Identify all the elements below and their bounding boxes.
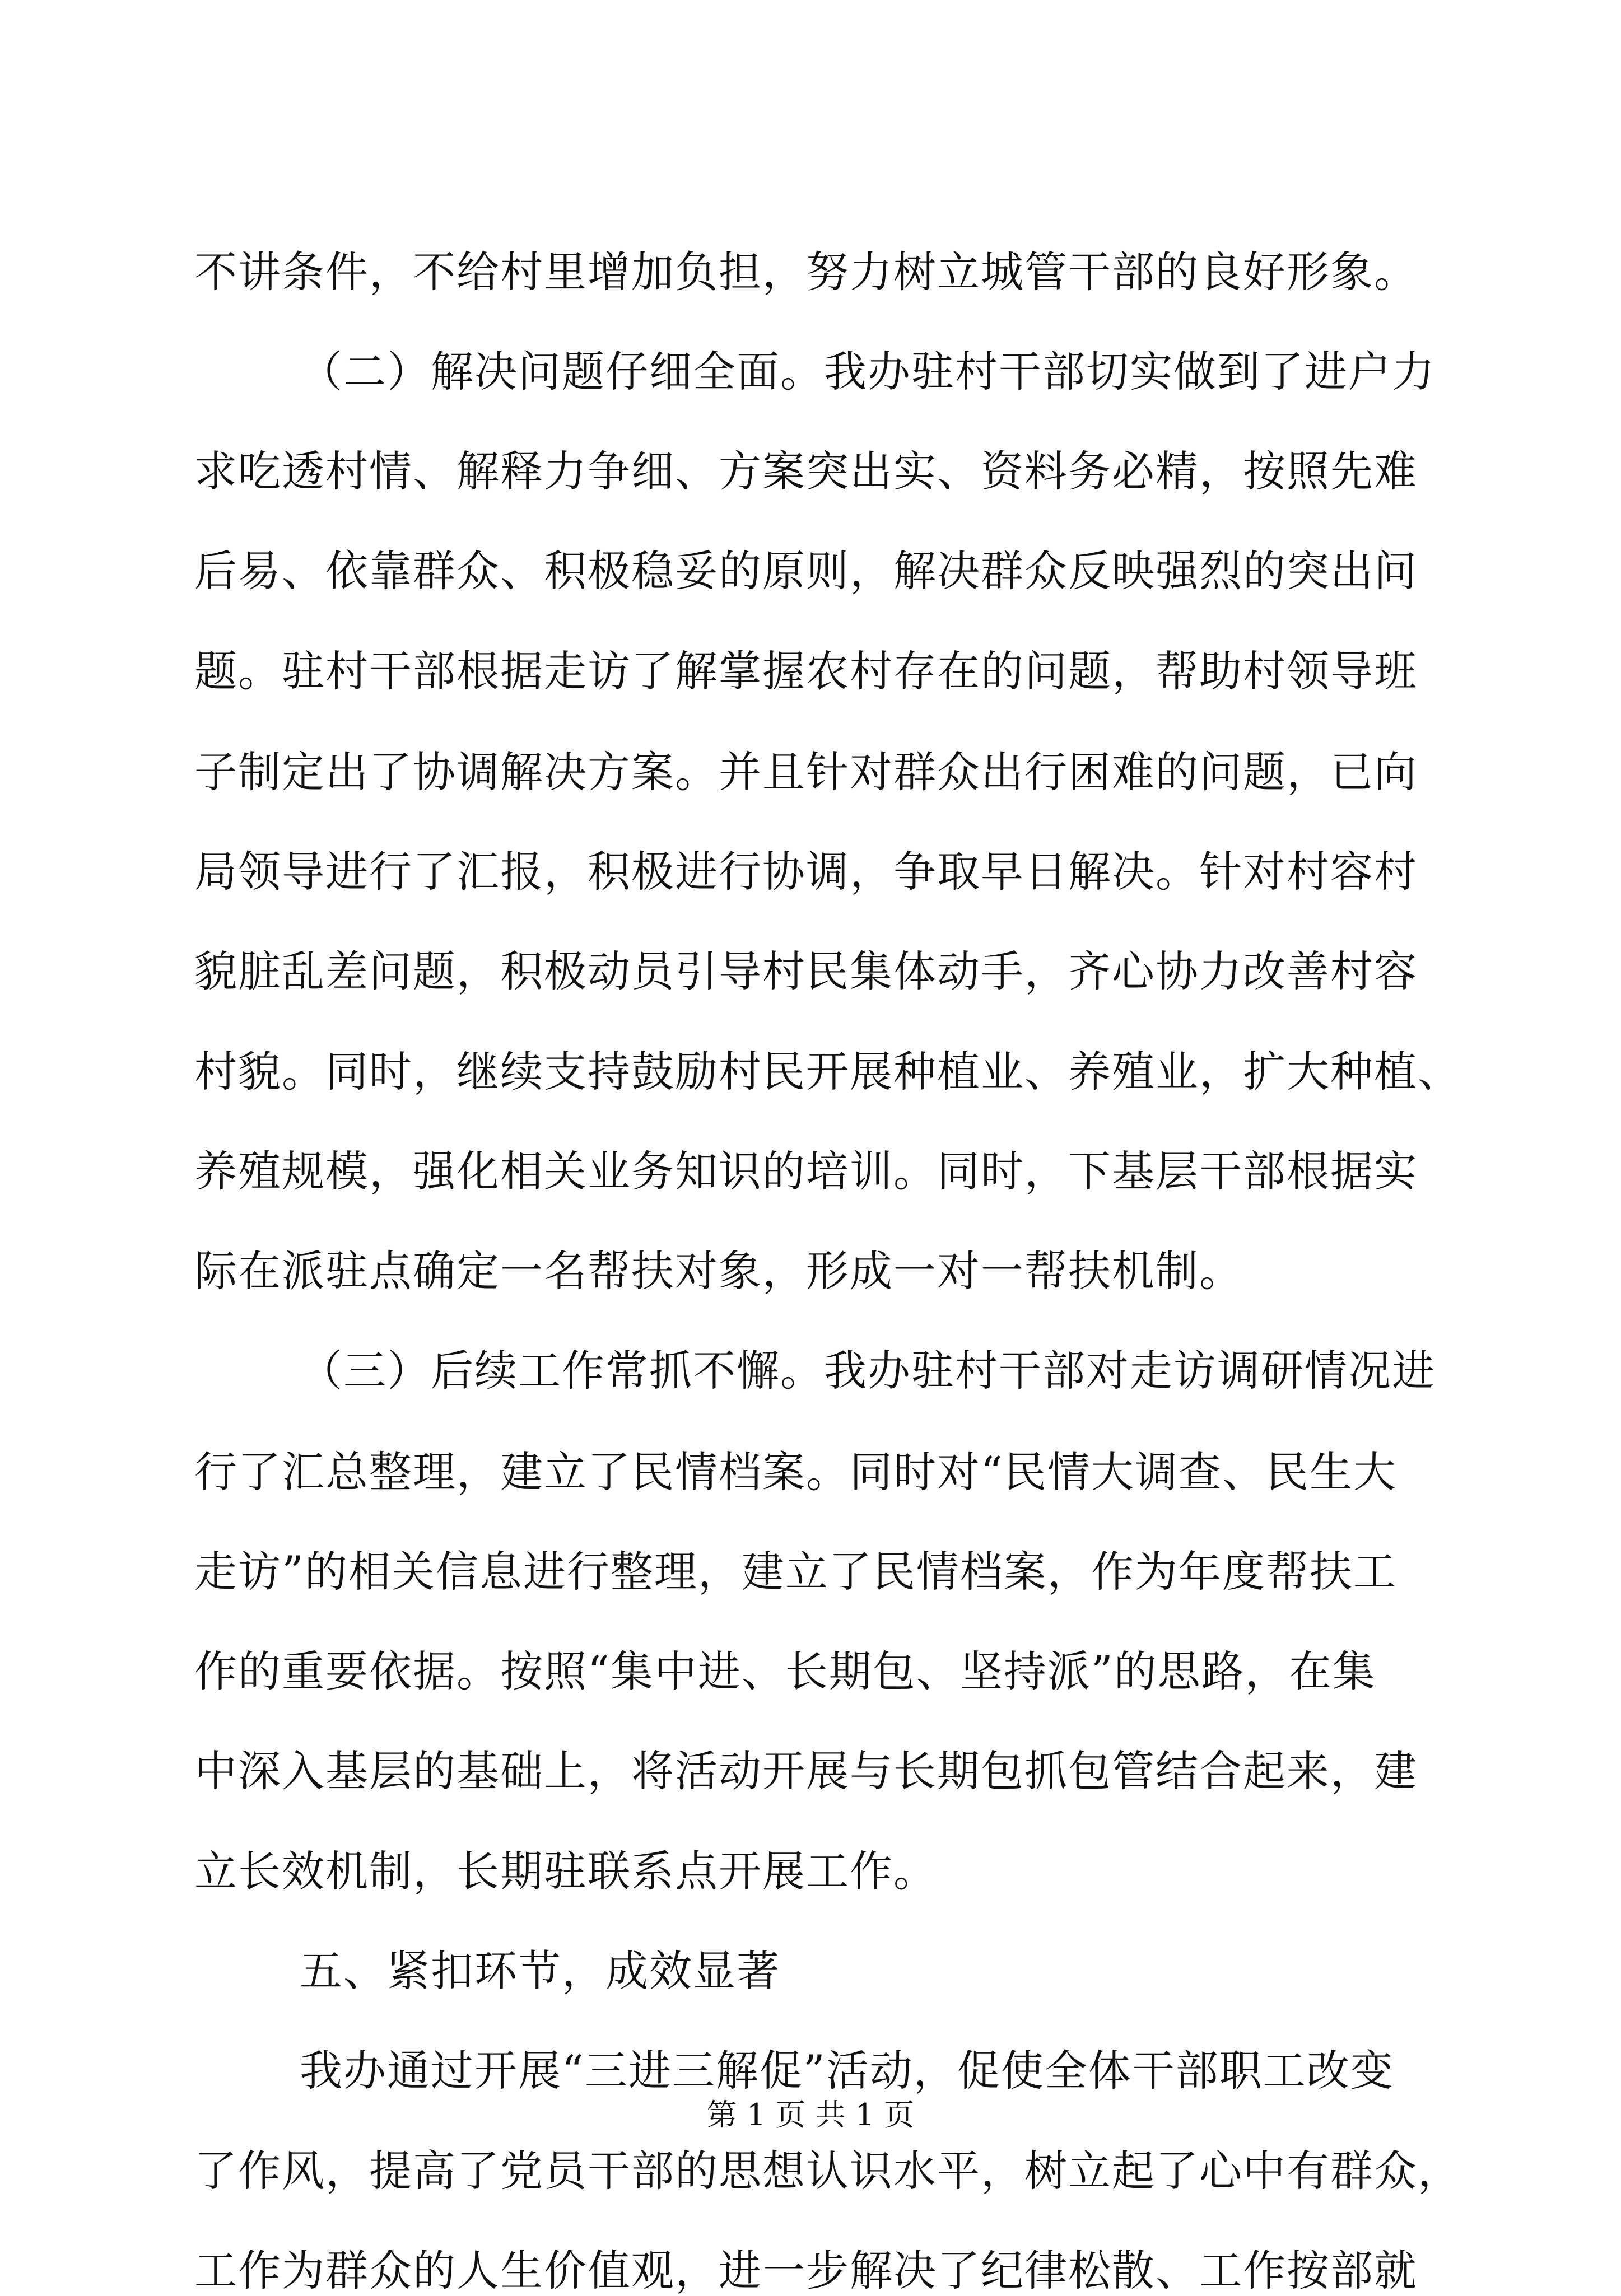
body-text-line: （三）后续工作常抓不懈。我办驻村干部对走访调研情况进 — [300, 1346, 1436, 1396]
body-text-line: 后易、依靠群众、积极稳妥的原则，解决群众反映强烈的突出问 — [194, 546, 1418, 596]
body-text-line: 子制定出了协调解决方案。并且针对群众出行困难的问题，已向 — [194, 747, 1418, 797]
body-text-line: 际在派驻点确定一名帮扶对象，形成一对一帮扶机制。 — [194, 1246, 1243, 1296]
body-text-line: 题。驻村干部根据走访了解掌握农村存在的问题，帮助村领导班 — [194, 646, 1418, 696]
body-text-line: 求吃透村情、解释力争细、方案突出实、资料务必精，按照先难 — [194, 446, 1418, 496]
body-text-line: 村貌。同时，继续支持鼓励村民开展种植业、养殖业，扩大种植、 — [194, 1047, 1461, 1096]
body-text-line: 我办通过开展“三进三解促”活动，促使全体干部职工改变 — [300, 2046, 1394, 2096]
body-text-line: 立长效机制，长期驻联系点开展工作。 — [194, 1846, 937, 1896]
body-text-line: 行了汇总整理，建立了民情档案。同时对“民情大调查、民生大 — [194, 1447, 1397, 1497]
page-footer: 第 1 页 共 1 页 — [706, 2097, 915, 2132]
body-text-line: 局领导进行了汇报，积极进行协调，争取早日解决。针对村容村 — [194, 847, 1418, 897]
body-text-line: 工作为群众的人生价值观，进一步解决了纪律松散、工作按部就 — [194, 2246, 1418, 2295]
section-heading: 五、紧扣环节，成效显著 — [300, 1946, 780, 1996]
body-text-line: 走访”的相关信息进行整理，建立了民情档案，作为年度帮扶工 — [194, 1547, 1397, 1597]
body-text-line: 作的重要依据。按照“集中进、长期包、坚持派”的思路，在集 — [194, 1646, 1376, 1696]
body-text-line: 貌脏乱差问题，积极动员引导村民集体动手，齐心协力改善村容 — [194, 946, 1418, 996]
body-text-line: 中深入基层的基础上，将活动开展与长期包抓包管结合起来，建 — [194, 1746, 1418, 1796]
body-text-line: 养殖规模，强化相关业务知识的培训。同时，下基层干部根据实 — [194, 1146, 1418, 1196]
body-text-line: 不讲条件，不给村里增加负担，努力树立城管干部的良好形象。 — [194, 247, 1418, 297]
body-text-line: 了作风，提高了党员干部的思想认识水平，树立起了心中有群众， — [194, 2146, 1461, 2196]
body-text-line: （二）解决问题仔细全面。我办驻村干部切实做到了进户力 — [300, 347, 1436, 396]
